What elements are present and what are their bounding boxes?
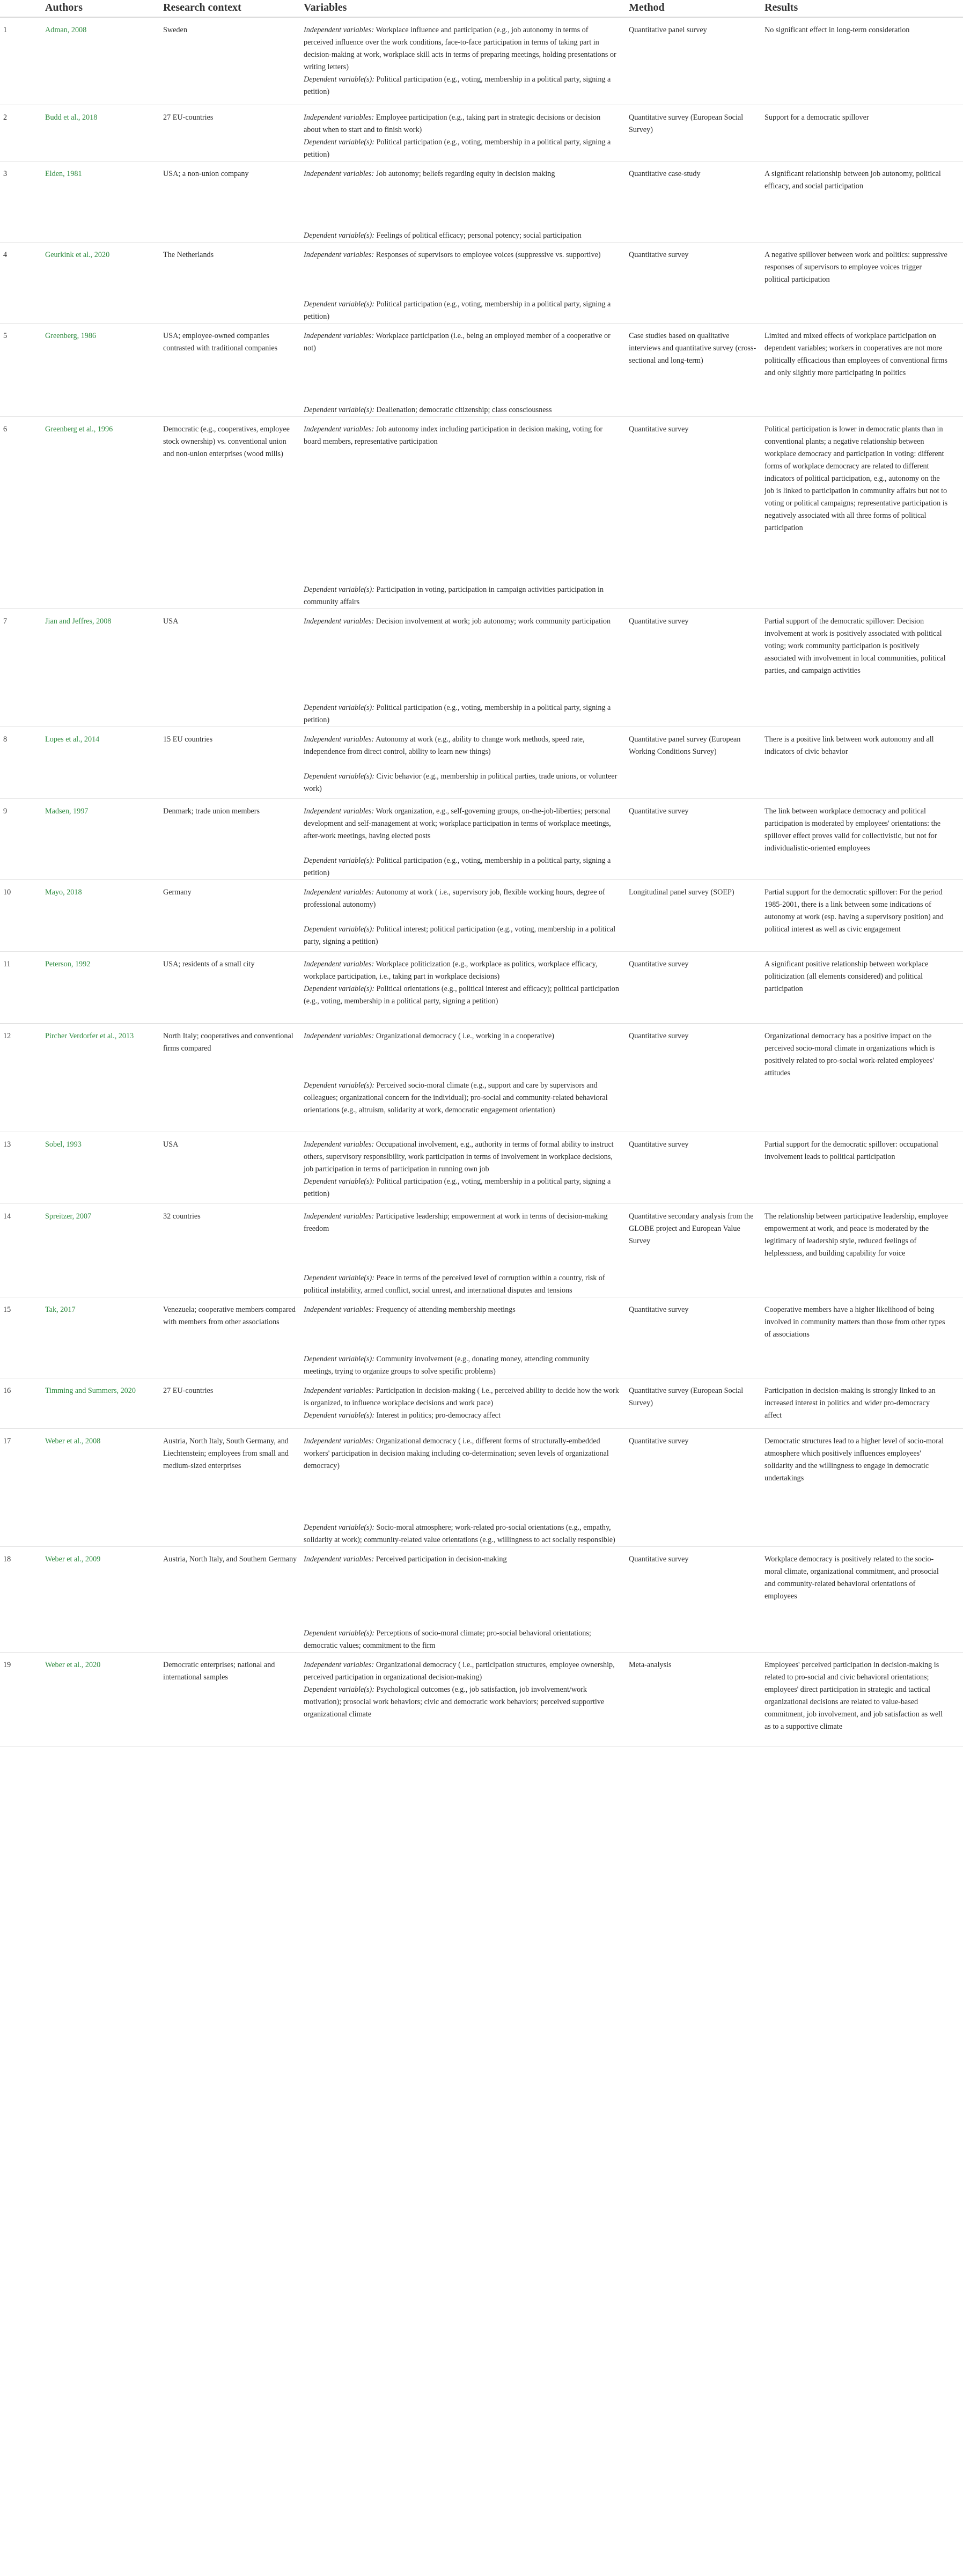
- dependent-label: Dependent variable(s):: [304, 231, 374, 240]
- independent-label: Independent variables:: [304, 1436, 374, 1445]
- variables-cell: [304, 608, 629, 726]
- table-row: [0, 1652, 963, 1746]
- method: Quantitative survey: [629, 250, 689, 259]
- author-citation: Lopes et al., 2014: [45, 735, 100, 744]
- dependent-label: Dependent variable(s):: [304, 1411, 374, 1420]
- dependent-variables: [304, 855, 619, 879]
- dependent-variables: [304, 1176, 619, 1200]
- variables-cell: [304, 1023, 629, 1132]
- method: Quantitative survey: [629, 424, 689, 434]
- results: Workplace democracy is positively related to the socio-moral climate, organizational commitment, and prosocial and community-related behavioral orientations of employees: [764, 1554, 939, 1601]
- results: Partial support for the democratic spillover: occupational involvement leads to political participation: [764, 1140, 938, 1161]
- dependent-text: Political interest; political participation (e.g., voting, membership in a political party, signing a petition): [304, 924, 616, 946]
- author-citation: Mayo, 2018: [45, 887, 82, 897]
- method: Case studies based on qualitative interviews and quantitative survey (cross-sectional and long-term): [629, 331, 756, 365]
- dependent-variables: [304, 1353, 619, 1378]
- author-citation: Budd et al., 2018: [45, 113, 98, 122]
- author-citation: Madsen, 1997: [45, 806, 89, 816]
- method: Quantitative survey: [629, 617, 689, 626]
- method: Longitudinal panel survey (SOEP): [629, 887, 734, 897]
- independent-variables: [304, 1210, 619, 1235]
- method: Quantitative survey: [629, 1031, 689, 1040]
- dependent-variables: [304, 1684, 619, 1721]
- table-row: [0, 323, 963, 416]
- independent-label: Independent variables:: [304, 331, 374, 340]
- row-number: 1: [3, 26, 8, 34]
- independent-label: Independent variables:: [304, 959, 374, 968]
- author-citation: Sobel, 1993: [45, 1140, 82, 1149]
- row-number: 4: [3, 250, 8, 259]
- independent-text: Workplace influence and participation (e.g., job autonomy in terms of perceived influence over the work conditions, face-to-face participation in terms of taking part in decision-making at work, workplace skill acts in terms of preparing meetings, holding presentations or writing letters): [304, 26, 616, 71]
- variables-cell: [304, 879, 629, 951]
- author-citation: Geurkink et al., 2020: [45, 250, 110, 259]
- method: Quantitative panel survey (European Working Conditions Survey): [629, 735, 741, 756]
- research-context: Austria, North Italy, South Germany, and Liechtenstein; employees from small and medium-sized enterprises: [163, 1436, 289, 1470]
- variables-cell: [304, 105, 629, 161]
- independent-variables: [304, 249, 619, 261]
- author-citation: Peterson, 1992: [45, 959, 91, 968]
- research-context: 27 EU-countries: [163, 1386, 214, 1395]
- variables-cell: [304, 1297, 629, 1378]
- research-context: Denmark; trade union members: [163, 806, 260, 816]
- method: Quantitative survey: [629, 1554, 689, 1564]
- independent-text: Autonomy at work ( i.e., supervisory job, flexible working hours, degree of professional autonomy): [304, 887, 605, 909]
- table-row: [0, 17, 963, 105]
- results: Partial support for the democratic spillover: For the period 1985-2001, there is a link between some indications of autonomy at work (esp. having a supervisory position) and political interest as well as civic engagement: [764, 887, 944, 934]
- independent-text: Work organization, e.g., self-governing groups, on-the-job-liberties; personal development and self-management at work; workplace participation in terms of workplace meetings, after-work meetings, having elected posts: [304, 806, 611, 840]
- independent-text: Frequency of attending membership meetings: [376, 1305, 516, 1314]
- research-context: 15 EU countries: [163, 735, 213, 744]
- table-row: [0, 608, 963, 726]
- header-results: Results: [764, 0, 963, 17]
- table-row: [0, 1378, 963, 1428]
- dependent-label: Dependent variable(s):: [304, 1354, 374, 1363]
- results: Participation in decision-making is strongly linked to an increased interest in politics and wider pro-democracy affect: [764, 1386, 936, 1420]
- row-number: 16: [3, 1386, 11, 1395]
- dependent-variables: [304, 584, 619, 608]
- table-row: [0, 726, 963, 798]
- row-number: 2: [3, 113, 8, 122]
- author-citation: Timming and Summers, 2020: [45, 1386, 136, 1395]
- table-row: [0, 416, 963, 608]
- independent-text: Job autonomy index including participation in decision making, voting for board members, representative participation: [304, 424, 603, 446]
- results: Democratic structures lead to a higher level of socio-moral atmosphere which positively influences employees' solidarity and the willingness to engage in democratic undertakings: [764, 1436, 944, 1483]
- independent-label: Independent variables:: [304, 806, 374, 816]
- row-number: 13: [3, 1140, 11, 1149]
- research-context: Democratic (e.g., cooperatives, employee stock ownership) vs. conventional union and non-union enterprises (wood mills): [163, 424, 290, 458]
- variables-cell: [304, 416, 629, 608]
- dependent-text: Political participation (e.g., voting, membership in a political party, signing a petition): [304, 1177, 611, 1198]
- dependent-variables: [304, 74, 619, 98]
- independent-label: Independent variables:: [304, 169, 374, 178]
- table-row: [0, 1546, 963, 1652]
- independent-text: Autonomy at work (e.g., ability to change work methods, speed rate, independence from direct control, ability to learn new things): [304, 735, 585, 756]
- method: Quantitative survey: [629, 1305, 689, 1314]
- table-header: [0, 0, 963, 17]
- independent-label: Independent variables:: [304, 617, 374, 626]
- research-context: Sweden: [163, 26, 187, 34]
- author-citation: Greenberg, 1986: [45, 331, 97, 340]
- independent-variables: [304, 958, 619, 983]
- results: A significant relationship between job autonomy, political efficacy, and social participation: [764, 169, 941, 190]
- results: Organizational democracy has a positive impact on the perceived socio-moral climate in organizations which is positively related to pro-social work-related employees' attitudes: [764, 1031, 935, 1077]
- method: Quantitative survey: [629, 959, 689, 968]
- dependent-label: Dependent variable(s):: [304, 137, 374, 146]
- variables-cell: [304, 798, 629, 879]
- method: Quantitative survey: [629, 1436, 689, 1445]
- dependent-label: Dependent variable(s):: [304, 856, 374, 865]
- table-row: [0, 1132, 963, 1203]
- header-method: Method: [629, 0, 764, 17]
- author-citation: Greenberg et al., 1996: [45, 424, 113, 434]
- author-citation: Weber et al., 2009: [45, 1554, 101, 1564]
- dependent-variables: [304, 702, 619, 726]
- research-context: 32 countries: [163, 1212, 201, 1221]
- independent-label: Independent variables:: [304, 1386, 374, 1395]
- method: Quantitative case-study: [629, 169, 701, 178]
- header-variables: Variables: [304, 0, 629, 17]
- variables-cell: [304, 1652, 629, 1746]
- independent-text: Employee participation (e.g., taking part in strategic decisions or decision about when to start and to finish work): [304, 113, 601, 134]
- independent-text: Job autonomy; beliefs regarding equity in decision making: [376, 169, 555, 178]
- dependent-text: Political participation (e.g., voting, membership in a political party, signing a petition): [304, 299, 611, 321]
- independent-text: Decision involvement at work; job autonomy; work community participation: [376, 617, 611, 626]
- dependent-variables: [304, 983, 619, 1008]
- dependent-text: Political participation (e.g., voting, membership in a political party, signing a petition): [304, 75, 611, 96]
- table-row: [0, 161, 963, 242]
- dependent-label: Dependent variable(s):: [304, 1628, 374, 1638]
- independent-text: Organizational democracy ( i.e., participation structures, employee ownership, perceived participation in organizational decision-making): [304, 1660, 615, 1682]
- dependent-text: Peace in terms of the perceived level of corruption within a country, risk of political instability, armed conflict, social unrest, and international disputes and tensions: [304, 1273, 605, 1295]
- dependent-text: Political orientations (e.g., political interest and efficacy); political participation (e.g., voting, membership in a political party, signing a petition): [304, 984, 619, 1006]
- header-authors: Authors: [45, 0, 163, 17]
- dependent-text: Interest in politics; pro-democracy affect: [376, 1411, 501, 1420]
- author-citation: Spreitzer, 2007: [45, 1212, 92, 1221]
- independent-label: Independent variables:: [304, 887, 374, 897]
- independent-label: Independent variables:: [304, 1554, 374, 1564]
- variables-cell: [304, 1546, 629, 1652]
- dependent-label: Dependent variable(s):: [304, 1081, 374, 1090]
- table-row: [0, 1297, 963, 1378]
- row-number: 19: [3, 1660, 11, 1669]
- variables-cell: [304, 242, 629, 323]
- independent-label: Independent variables:: [304, 1140, 374, 1149]
- dependent-variables: [304, 1522, 619, 1546]
- independent-variables: [304, 1385, 619, 1410]
- row-number: 11: [3, 959, 11, 968]
- dependent-text: Political participation (e.g., voting, membership in a political party, signing a petition): [304, 703, 611, 724]
- independent-variables: [304, 1139, 619, 1176]
- dependent-text: Participation in voting, participation in campaign activities participation in community affairs: [304, 585, 604, 606]
- results: Cooperative members have a higher likelihood of being involved in community matters than those from other types of associations: [764, 1305, 945, 1339]
- independent-text: Workplace participation (i.e., being an employed member of a cooperative or not): [304, 331, 611, 353]
- dependent-variables: [304, 1627, 619, 1652]
- dependent-text: Community involvement (e.g., donating money, attending community meetings, trying to organize groups to solve specific problems): [304, 1354, 590, 1376]
- dependent-label: Dependent variable(s):: [304, 1273, 374, 1282]
- dependent-text: Dealienation; democratic citizenship; class consciousness: [376, 405, 552, 414]
- row-number: 9: [3, 806, 8, 816]
- independent-variables: [304, 886, 619, 911]
- table-row: [0, 1428, 963, 1546]
- research-context: USA: [163, 617, 179, 626]
- table-row: [0, 798, 963, 879]
- method: Quantitative survey: [629, 1140, 689, 1149]
- dependent-text: Political participation (e.g., voting, membership in a political party, signing a petition): [304, 137, 611, 159]
- dependent-label: Dependent variable(s):: [304, 585, 374, 594]
- author-citation: Adman, 2008: [45, 26, 87, 34]
- row-number: 18: [3, 1554, 11, 1564]
- independent-label: Independent variables:: [304, 1305, 374, 1314]
- independent-variables: [304, 1659, 619, 1684]
- independent-label: Independent variables:: [304, 1031, 374, 1040]
- independent-variables: [304, 330, 619, 355]
- row-number: 6: [3, 424, 8, 434]
- results: No significant effect in long-term consideration: [764, 26, 910, 34]
- dependent-variables: [304, 923, 619, 948]
- independent-text: Workplace politicization (e.g., workplace as politics, workplace efficacy, workplace participation, i.e., taking part in workplace decisions): [304, 959, 598, 981]
- research-context: 27 EU-countries: [163, 113, 214, 122]
- author-citation: Weber et al., 2020: [45, 1660, 101, 1669]
- row-number: 17: [3, 1436, 11, 1445]
- results: Limited and mixed effects of workplace participation on dependent variables; workers in cooperatives are not more politically efficacious than employees of conventional firms and only slightly more participating in politics: [764, 331, 947, 377]
- independent-label: Independent variables:: [304, 1660, 374, 1669]
- variables-cell: [304, 323, 629, 416]
- author-citation: Jian and Jeffres, 2008: [45, 617, 112, 626]
- row-number: 7: [3, 617, 8, 626]
- author-citation: Tak, 2017: [45, 1305, 76, 1314]
- independent-variables: [304, 805, 619, 842]
- results: There is a positive link between work autonomy and all indicators of civic behavior: [764, 735, 934, 756]
- results: Partial support of the democratic spillover: Decision involvement at work is positively associated with political voting; work community participation is positively associated with involvement in local communities, political parties, and campaign activities: [764, 617, 946, 675]
- dependent-label: Dependent variable(s):: [304, 984, 374, 993]
- variables-cell: [304, 951, 629, 1023]
- research-context: The Netherlands: [163, 250, 214, 259]
- variables-cell: [304, 726, 629, 798]
- independent-variables: [304, 1553, 619, 1566]
- author-citation: Pircher Verdorfer et al., 2013: [45, 1031, 134, 1040]
- header-row: [0, 0, 963, 17]
- results: The relationship between participative leadership, employee empowerment at work, and peace is moderated by the legitimacy of leadership style, reduced feelings of helplessness, and building capability for voice: [764, 1212, 948, 1258]
- dependent-text: Socio-moral atmosphere; work-related pro-social orientations (e.g., empathy, solidarity at work); community-related value orientations (e.g., willingness to act socially responsible): [304, 1523, 615, 1544]
- independent-variables: [304, 615, 619, 628]
- table-row: [0, 1023, 963, 1132]
- research-context: USA; employee-owned companies contrasted with traditional companies: [163, 331, 278, 353]
- header-number: [0, 0, 45, 17]
- results: A significant positive relationship between workplace politicization (all elements considered) and political participation: [764, 959, 929, 993]
- row-number: 10: [3, 887, 11, 897]
- dependent-variables: [304, 1080, 619, 1117]
- dependent-variables: [304, 136, 619, 161]
- dependent-text: Perceptions of socio-moral climate; pro-social behavioral orientations; democratic values; commitment to the firm: [304, 1628, 591, 1650]
- dependent-label: Dependent variable(s):: [304, 75, 374, 84]
- dependent-variables: [304, 404, 619, 416]
- row-number: 8: [3, 735, 8, 744]
- independent-text: Organizational democracy ( i.e., working in a cooperative): [376, 1031, 554, 1040]
- method: Quantitative survey: [629, 806, 689, 816]
- research-context: Venezuela; cooperative members compared with members from other associations: [163, 1305, 296, 1326]
- author-citation: Elden, 1981: [45, 169, 82, 178]
- row-number: 12: [3, 1031, 11, 1040]
- method: Quantitative secondary analysis from the GLOBE project and European Value Survey: [629, 1212, 754, 1245]
- method: Quantitative survey (European Social Survey): [629, 1386, 744, 1407]
- independent-text: Occupational involvement, e.g., authority in terms of formal ability to instruct others, supervisory responsibility, work participation in terms of involvement in workplace decisions, job participation in terms of participation in running own job: [304, 1140, 614, 1173]
- research-context: Democratic enterprises; national and international samples: [163, 1660, 275, 1682]
- research-context: USA; a non-union company: [163, 169, 249, 178]
- row-number: 15: [3, 1305, 11, 1314]
- independent-label: Independent variables:: [304, 26, 374, 34]
- independent-variables: [304, 1030, 619, 1043]
- variables-cell: [304, 17, 629, 105]
- header-context: Research context: [163, 0, 304, 17]
- table-row: [0, 879, 963, 951]
- dependent-label: Dependent variable(s):: [304, 1685, 374, 1694]
- method: Quantitative survey (European Social Survey): [629, 113, 744, 134]
- independent-variables: [304, 423, 619, 448]
- method: Meta-analysis: [629, 1660, 672, 1669]
- variables-cell: [304, 161, 629, 242]
- variables-cell: [304, 1378, 629, 1428]
- independent-text: Organizational democracy ( i.e., different forms of structurally-embedded workers' participation in decision making including co-determination; seven levels of organizational democracy): [304, 1436, 609, 1470]
- independent-label: Independent variables:: [304, 424, 374, 434]
- results: Employees' perceived participation in decision-making is related to pro-social and civic behavioral orientations; employees' direct participation in strategic and tactical organizational decisions are related to value-based commitment, job involvement, and job satisfaction as well as to a supportive climate: [764, 1660, 943, 1731]
- research-context: USA: [163, 1140, 179, 1149]
- dependent-label: Dependent variable(s):: [304, 405, 374, 414]
- dependent-variables: [304, 1272, 619, 1297]
- research-context: Germany: [163, 887, 192, 897]
- dependent-text: Feelings of political efficacy; personal potency; social participation: [376, 231, 582, 240]
- dependent-label: Dependent variable(s):: [304, 1177, 374, 1186]
- results: Political participation is lower in democratic plants than in conventional plants; a negative relationship between workplace democracy and participation in voting: different forms of workplace democracy are related to different indicators of political participation, e.g., autonomy on the job is linked to participation in community affairs but not to voting or political campaigns; representative participation is negatively associated with all three forms of political participation: [764, 424, 948, 532]
- independent-text: Participative leadership; empowerment at work in terms of decision-making freedom: [304, 1212, 608, 1233]
- variables-cell: [304, 1428, 629, 1546]
- independent-text: Participation in decision-making ( i.e., perceived ability to decide how the work is organized, to influence workplace decisions and work pace): [304, 1386, 619, 1407]
- dependent-label: Dependent variable(s):: [304, 772, 374, 781]
- row-number: 14: [3, 1212, 11, 1221]
- independent-variables: [304, 168, 619, 180]
- variables-cell: [304, 1132, 629, 1203]
- variables-cell: [304, 1203, 629, 1297]
- dependent-text: Political participation (e.g., voting, membership in a political party, signing a petition): [304, 856, 611, 877]
- dependent-variables: [304, 230, 619, 242]
- dependent-variables: [304, 298, 619, 323]
- dependent-text: Perceived socio-moral climate (e.g., support and care by supervisors and colleagues; organizational concern for the individual); pro-social and community-related behavioral orientations (e.g., altruism, solidarity at work, democratic engagement orientation): [304, 1081, 608, 1114]
- dependent-label: Dependent variable(s):: [304, 1523, 374, 1532]
- independent-label: Independent variables:: [304, 250, 374, 259]
- results: A negative spillover between work and politics: suppressive responses of supervisors to employee voices trigger political participation: [764, 250, 947, 284]
- table-row: [0, 1203, 963, 1297]
- dependent-label: Dependent variable(s):: [304, 299, 374, 309]
- dependent-label: Dependent variable(s):: [304, 924, 374, 934]
- independent-variables: [304, 24, 619, 74]
- research-context: North Italy; cooperatives and conventional firms compared: [163, 1031, 293, 1053]
- table-body: [0, 17, 963, 1746]
- independent-variables: [304, 1435, 619, 1472]
- research-context: USA; residents of a small city: [163, 959, 255, 968]
- dependent-text: Psychological outcomes (e.g., job satisfaction, job involvement/work motivation); prosocial work behaviors; civic and democratic work behaviors; perceived supportive organizational climate: [304, 1685, 605, 1719]
- independent-label: Independent variables:: [304, 735, 374, 744]
- results: Support for a democratic spillover: [764, 113, 869, 122]
- method: Quantitative panel survey: [629, 26, 707, 34]
- independent-variables: [304, 1304, 619, 1316]
- table-row: [0, 105, 963, 161]
- table-row: [0, 242, 963, 323]
- row-number: 5: [3, 331, 8, 340]
- table-row: [0, 951, 963, 1023]
- dependent-label: Dependent variable(s):: [304, 703, 374, 712]
- independent-label: Independent variables:: [304, 1212, 374, 1221]
- author-citation: Weber et al., 2008: [45, 1436, 101, 1445]
- independent-text: Perceived participation in decision-making: [376, 1554, 507, 1564]
- research-context: Austria, North Italy, and Southern Germany: [163, 1554, 297, 1564]
- row-number: 3: [3, 169, 8, 178]
- dependent-variables: [304, 770, 619, 795]
- results: The link between workplace democracy and political participation is moderated by employees' orientations: the spillover effect proves valid for collectivistic, but not for individualistic-oriented employees: [764, 806, 940, 853]
- independent-variables: [304, 733, 619, 758]
- independent-variables: [304, 112, 619, 136]
- dependent-variables: [304, 1410, 619, 1422]
- independent-text: Responses of supervisors to employee voices (suppressive vs. supportive): [376, 250, 601, 259]
- independent-label: Independent variables:: [304, 113, 374, 122]
- dependent-text: Civic behavior (e.g., membership in political parties, trade unions, or volunteer work): [304, 772, 618, 793]
